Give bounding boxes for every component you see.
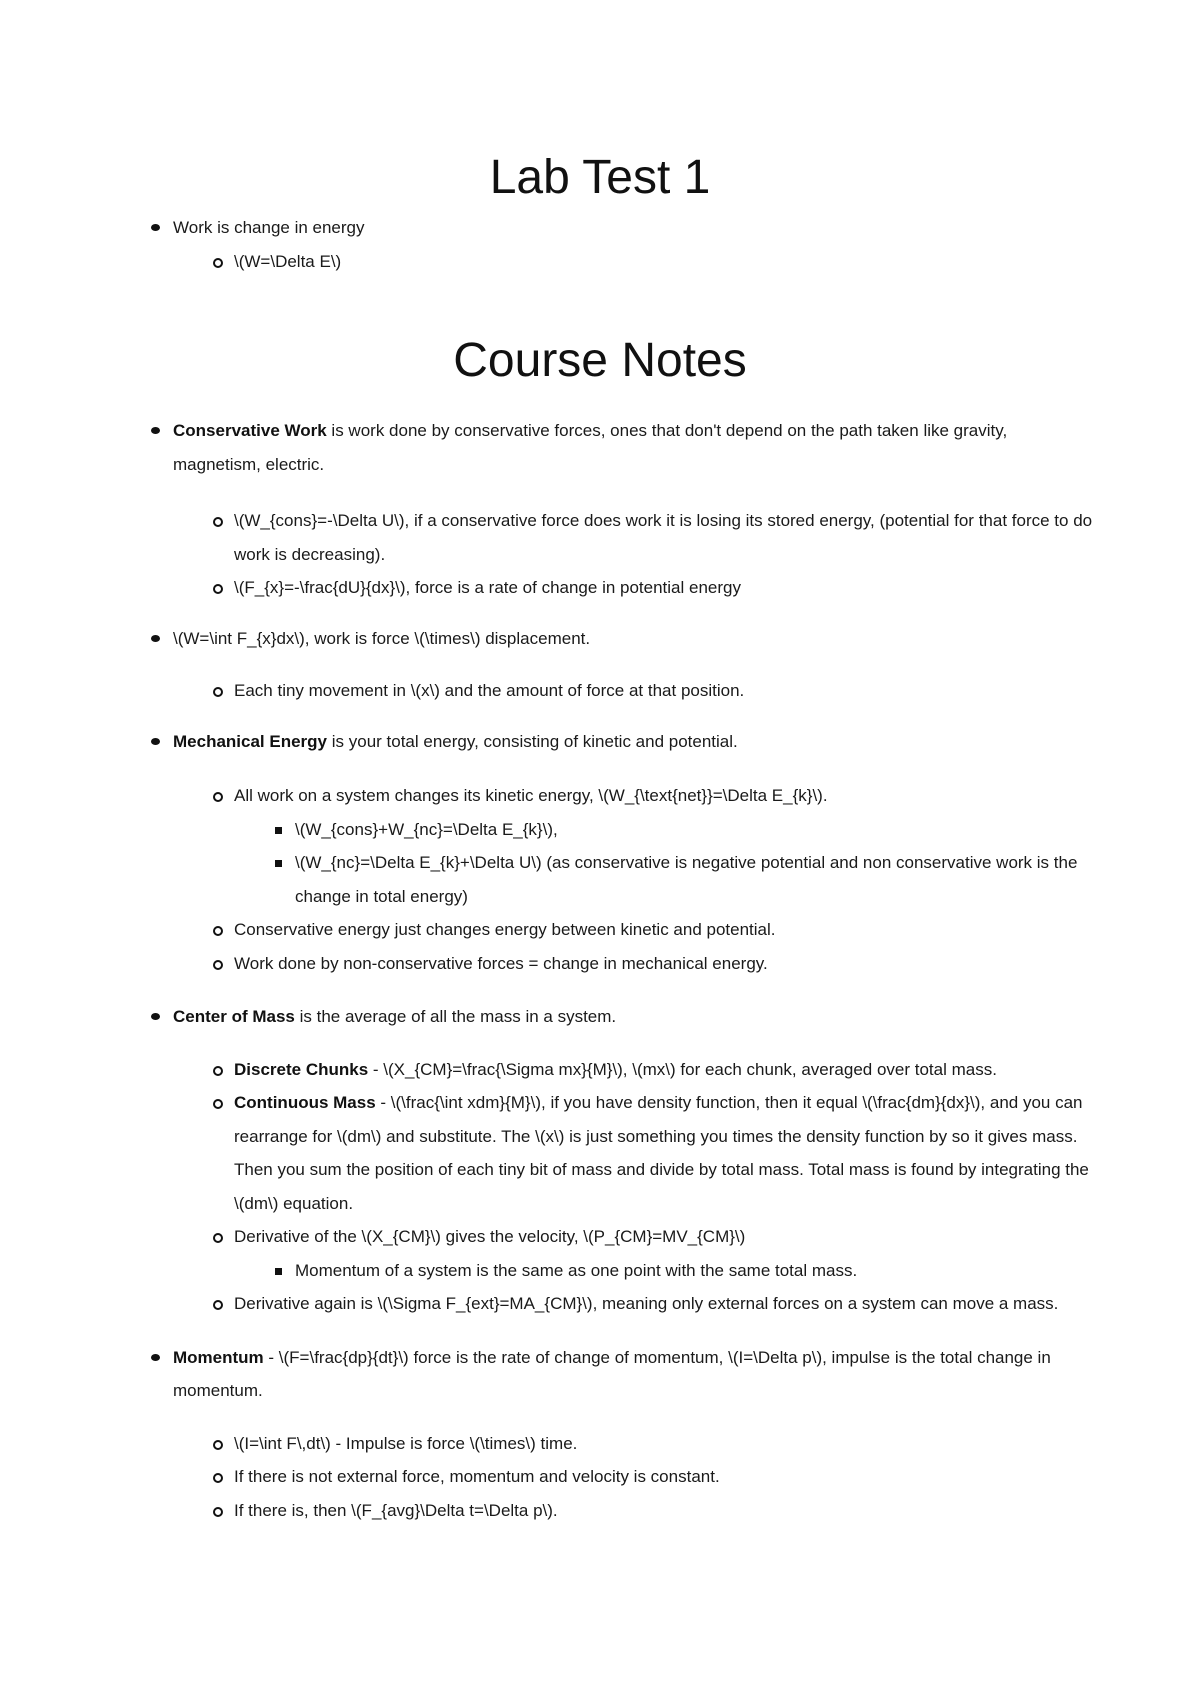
list-item-continuous-mass: Continuous Mass - \(\frac{\int xdm}{M}\), if you have density function, then it equal \(\frac{dm}{dx}\), and you can rearrange for \(dm\) and substitute. The \(x\) is just something you times the density function by so it gives mass. Then you sum the position of each tiny bit of mass and divide by total mass. Total mass is found by integrating the \(dm\) equation. xyxy=(0,1086,1094,1220)
bullet-circle-icon xyxy=(213,960,223,970)
term-momentum: Momentum xyxy=(173,1347,264,1367)
list-item: If there is not external force, momentum and velocity is constant. xyxy=(0,1460,1094,1494)
list-item: All work on a system changes its kinetic energy, \(W_{\text{net}}=\Delta E_{k}\). xyxy=(0,779,1094,813)
bullet-square-icon xyxy=(275,1268,282,1275)
lab-test-list xyxy=(0,211,1200,278)
bullet-circle-icon xyxy=(213,584,223,594)
list-item: If there is, then \(F_{avg}\Delta t=\Delta p\). xyxy=(0,1494,1094,1528)
bullet-disc-icon xyxy=(151,427,160,434)
bullet-circle-icon xyxy=(213,1440,223,1450)
list-item: Each tiny movement in \(x\) and the amount of force at that position. xyxy=(0,674,1094,708)
list-item: Momentum of a system is the same as one point with the same total mass. xyxy=(0,1254,1095,1288)
bullet-circle-icon xyxy=(213,1066,223,1076)
list-item: Conservative energy just changes energy between kinetic and potential. xyxy=(0,913,1094,947)
term-continuous-mass: Continuous Mass xyxy=(234,1093,376,1112)
course-notes-list xyxy=(0,414,1200,1527)
list-item: Work done by non-conservative forces = change in mechanical energy. xyxy=(0,947,1094,981)
list-item: Work is change in energy xyxy=(0,211,1093,245)
list-item: Derivative of the \(X_{CM}\) gives the velocity, \(P_{CM}=MV_{CM}\) xyxy=(0,1220,1094,1254)
bullet-circle-icon xyxy=(213,517,223,527)
bullet-disc-icon xyxy=(151,1013,160,1020)
bullet-circle-icon xyxy=(213,1473,223,1483)
term-conservative-work: Conservative Work xyxy=(173,421,327,440)
list-item-conservative-work: Conservative Work is work done by conservative forces, ones that don't depend on the path taken like gravity, magnetism, electric. xyxy=(0,414,1093,481)
bullet-circle-icon xyxy=(213,792,223,802)
bullet-circle-icon xyxy=(213,1300,223,1310)
bullet-square-icon xyxy=(275,860,282,867)
bullet-square-icon xyxy=(275,827,282,834)
bullet-disc-icon xyxy=(151,224,160,231)
list-item-center-of-mass: Center of Mass is the average of all the mass in a system. xyxy=(0,1000,1093,1034)
bullet-circle-icon xyxy=(213,926,223,936)
list-item: \(W_{cons}=-\Delta U\), if a conservative force does work it is losing its stored energy, (potential for that force to do work is decreasing). xyxy=(0,504,1094,571)
list-item: \(I=\int F\,dt\) - Impulse is force \(\times\) time. xyxy=(0,1427,1094,1461)
list-item: \(F_{x}=-\frac{dU}{dx}\), force is a rate of change in potential energy xyxy=(0,571,1094,605)
bullet-disc-icon xyxy=(151,738,160,745)
bullet-disc-icon xyxy=(151,1354,160,1361)
bullet-circle-icon xyxy=(213,258,223,268)
list-item: \(W_{cons}+W_{nc}=\Delta E_{k}\), xyxy=(0,813,1095,847)
bullet-circle-icon xyxy=(213,687,223,697)
term-discrete-chunks: Discrete Chunks xyxy=(234,1059,369,1079)
list-item-work-integral: \(W=\int F_{x}dx\), work is force \(\times\) displacement. xyxy=(0,622,1093,656)
list-item-mechanical-energy: Mechanical Energy is your total energy, consisting of kinetic and potential. xyxy=(0,725,1093,759)
term-center-of-mass: Center of Mass xyxy=(173,1007,295,1026)
page-title-course-notes: Course Notes xyxy=(453,334,747,387)
bullet-circle-icon xyxy=(213,1507,223,1517)
bullet-circle-icon xyxy=(213,1099,223,1109)
page-title-lab-test: Lab Test 1 xyxy=(489,151,711,204)
term-mechanical-energy: Mechanical Energy xyxy=(173,731,328,751)
list-item: Derivative again is \(\Sigma F_{ext}=MA_{CM}\), meaning only external forces on a system can move a mass. xyxy=(0,1287,1094,1321)
list-item: \(W_{nc}=\Delta E_{k}+\Delta U\) (as conservative is negative potential and non conservative work is the change in total energy) xyxy=(0,846,1095,913)
bullet-disc-icon xyxy=(151,635,160,642)
list-item: \(W=\Delta E\) xyxy=(0,245,1094,279)
list-item-discrete-chunks: Discrete Chunks - \(X_{CM}=\frac{\Sigma mx}{M}\), \(mx\) for each chunk, averaged over total mass. xyxy=(0,1053,1094,1087)
bullet-circle-icon xyxy=(213,1233,223,1243)
list-item-momentum: Momentum - \(F=\frac{dp}{dt}\) force is the rate of change of momentum, \(I=\Delta p\), impulse is the total change in momentum. xyxy=(0,1341,1093,1408)
